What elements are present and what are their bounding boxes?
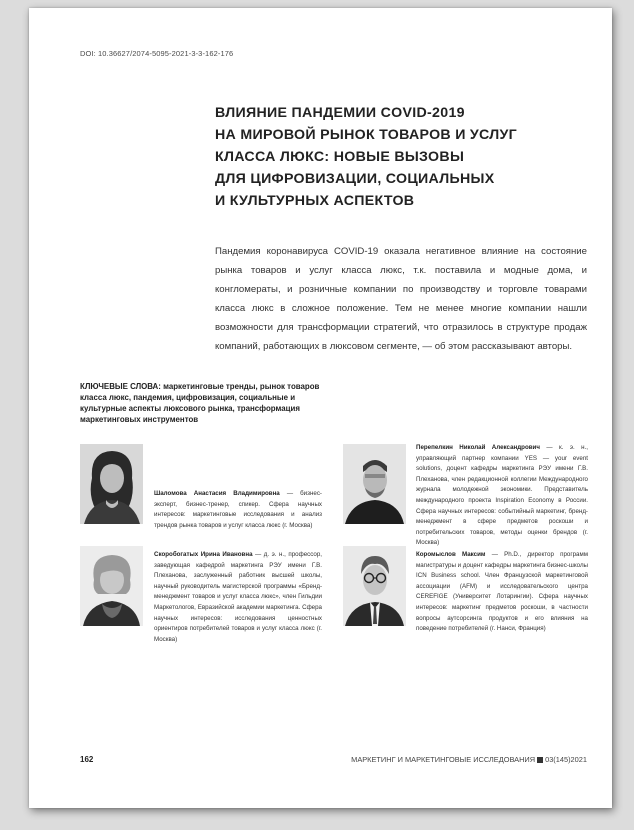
author-photo-koromyslov (343, 546, 406, 626)
running-footer (351, 755, 587, 764)
author-name: Скоробогатых Ирина Ивановна (154, 551, 253, 558)
author-bio-koromyslov (416, 550, 588, 635)
author-bio: — д. э. н., профессор, заведующая кафедрой маркетинга РЭУ имени Г.В. Плеханова, заслуженный работник высшей школы, научный руководитель магистерской программы «Бренд-менеджмент товаров и услуг класса люкс», член Гильдии Маркетологов, Евразийской академии маркетинга. Сфера научных интересов: исследования ценностных ориентиров потребителей товаров и услуг класса люкс (г. Москва) (154, 551, 322, 643)
journal-page (29, 8, 612, 808)
author-name: Шаломова Анастасия Владимировна (154, 490, 280, 497)
author-bio-shalomova (154, 489, 322, 531)
author-photo-skorobogatykh (80, 546, 143, 626)
doi: DOI: 10.36627/2074-5095-2021-3-3-162-176 (80, 49, 234, 58)
journal-name: МАРКЕТИНГ И МАРКЕТИНГОВЫЕ ИССЛЕДОВАНИЯ (351, 755, 536, 764)
abstract: Пандемия коронавируса COVID-19 оказала негативное влияние на состояние рынка товаров и услуг класса люкс, т.к. поставила и модные дома, и конгломераты, и розничные компании по производству и торговле товарами класса люкс в сложное положение. Тем не менее многие компании нашли возможности для трансформации стратегий, что отразилось в структуре продаж компаний, работающих в люксовом сегменте, — об этом рассказывают авторы. (215, 246, 587, 352)
author-photo-shalomova (80, 444, 143, 524)
author-bio-perepelkin (416, 443, 588, 549)
keywords-label: КЛЮЧЕВЫЕ СЛОВА: (80, 382, 161, 391)
author-bio: — Ph.D., директор программ магистратуры и доцент кафедры маркетинга бизнес-школы ICN Business school. Член Французской маркетинговой ассоциации (AFM) и исследовательского центра CEREFIGE (Университет Лотарингии). Сфера научных интересов: маркетинг предметов роскоши, в частности вопросы аутсорсинга продуктов и его влияния на поведение потребителей (г. Нанси, Франция) (416, 551, 588, 633)
page-number: 162 (80, 755, 94, 764)
keywords-text: маркетинговые тренды, рынок товаров класса люкс, пандемия, цифровизация, социальные и культурные аспекты люксового рынка, трансформация маркетинговых инструментов (80, 382, 320, 424)
article-title (215, 102, 595, 212)
author-photo-perepelkin (343, 444, 406, 524)
title-line: НА МИРОВОЙ РЫНОК ТОВАРОВ И УСЛУГ (215, 127, 517, 143)
author-name: Коромыслов Максим (416, 551, 486, 558)
author-bio: — к. э. н., управляющий партнер компании YES — your event solutions, доцент кафедры маркетинга РЭУ имени Г.В. Плеханова, член редакционной коллегии Международного журнала молодежной экономики. Представитель международного проекта Inspiration Economy в России. Сфера научных интересов: событийный маркетинг, бренд-менеджмент в сфере предметов роскоши и потребительских товаров, методы оценки брендов (г. Москва) (416, 444, 588, 547)
title-line: ВЛИЯНИЕ ПАНДЕМИИ COVID-2019 (215, 105, 465, 121)
title-line: ДЛЯ ЦИФРОВИЗАЦИИ, СОЦИАЛЬНЫХ (215, 171, 495, 187)
title-line: И КУЛЬТУРНЫХ АСПЕКТОВ (215, 193, 415, 209)
issue-number: 03(145)2021 (545, 755, 587, 764)
author-bio-skorobogatykh (154, 550, 322, 645)
author-name: Перепелкин Николай Александрович (416, 444, 540, 451)
author-bio: — бизнес-эксперт, бизнес-тренер, спикер. Сфера научных интересов: маркетинговые исследования и анализ трендов рынка товаров и услуг класса люкс (г. Москва) (154, 490, 322, 529)
keywords (80, 381, 332, 425)
title-line: КЛАССА ЛЮКС: НОВЫЕ ВЫЗОВЫ (215, 149, 465, 165)
square-bullet-icon (537, 757, 543, 763)
